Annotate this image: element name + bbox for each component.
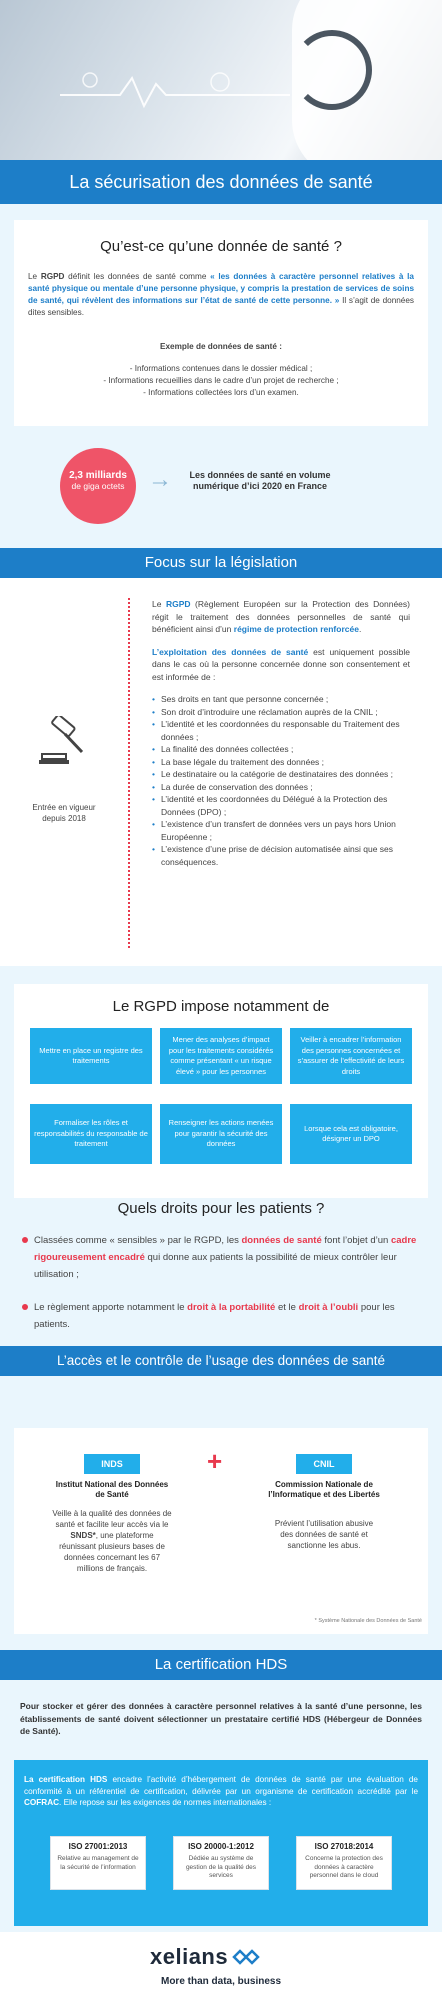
hero-image xyxy=(0,0,442,160)
p2-text: est uniquement possible dans le cas où la personne concernée donne son consentement et est informée de : xyxy=(152,646,410,682)
list-item: • La finalité des données collectées ; xyxy=(152,743,410,756)
rgpd-box: Formaliser les rôles et responsabilités du responsable de traitement xyxy=(30,1104,152,1164)
brand-logo xyxy=(150,1944,260,1970)
highlight: droit à la portabilité xyxy=(187,1302,276,1313)
footnote: * Système Nationale des Données de Santé xyxy=(314,1618,422,1624)
text: encadre l’activité d’hébergement de données de santé par une évaluation de conformité à un référentiel de certification, délivrée par un organisme de certification accrédité par le xyxy=(24,1775,418,1796)
rgpd-box: Renseigner les actions menées pour garantir la sécurité des données xyxy=(160,1104,282,1164)
cofrac-label: COFRAC xyxy=(24,1798,60,1807)
rgpd-label: RGPD xyxy=(165,599,191,609)
text-middle: définit les données de santé comme xyxy=(68,272,207,281)
bullet-dot-icon xyxy=(22,1237,28,1243)
legislation-content xyxy=(152,598,410,868)
p1-text: (Règlement Européen sur la Protection des Données) régit le traitement des données personnelles de santé qui bénéficient ainsi d’un xyxy=(152,599,410,634)
text-le: Le xyxy=(152,599,162,609)
droits-heading: Quels droits pour les patients ? xyxy=(117,1200,325,1217)
inds-badge: INDS xyxy=(84,1454,140,1474)
legislation-p1 xyxy=(152,598,410,636)
rgpd-heading: Le RGPD impose notamment de xyxy=(112,998,330,1015)
cnil-title: Commission Nationale de l’Informatique et des Libertés xyxy=(268,1480,380,1499)
example-item: - Informations collectées lors d’un examen. xyxy=(143,388,299,397)
page-title: La sécurisation des données de santé xyxy=(0,160,442,204)
definition-heading: Qu’est-ce qu’une donnée de santé ? xyxy=(100,238,342,255)
highlight: données de santé xyxy=(241,1235,322,1246)
droits-item xyxy=(22,1299,422,1333)
list-item: • L’identité et les coordonnées du Délégué à la Protection des Données (DPO) ; xyxy=(152,793,410,818)
hds-text xyxy=(24,1774,418,1809)
stat-text: Les données de santé en volume numérique d’ici 2020 en France xyxy=(189,470,331,491)
iso-name: ISO 27018:2014 xyxy=(314,1842,374,1851)
droits-list xyxy=(22,1232,422,1333)
rgpd-box: Lorsque cela est obligatoire, désigner un DPO xyxy=(290,1104,412,1164)
stat-unit: de giga octets xyxy=(71,481,125,491)
example-list xyxy=(28,363,414,399)
definition-quote: « les données à caractère personnel relatives à la santé physique ou mentale d’une personne physique, y compris la prestation de services de soins de santé, qui révèlent des informations sur l’état de santé de cette personne. » xyxy=(28,272,414,305)
gavel-caption xyxy=(14,802,114,824)
inds-title: Institut National des Données de Santé xyxy=(55,1480,169,1499)
caption-line: Entrée en vigueur xyxy=(32,803,96,812)
brand-tagline: More than data, business xyxy=(160,1976,282,1987)
iso-name: ISO 20000-1:2012 xyxy=(188,1842,254,1851)
iso-name: ISO 27001:2013 xyxy=(68,1842,128,1851)
text: font l’objet d’un xyxy=(324,1235,389,1246)
example-title: Exemple de données de santé : xyxy=(160,342,282,351)
bullet-dot-icon xyxy=(22,1304,28,1310)
legislation-panel xyxy=(0,578,442,966)
legislation-bar: Focus sur la législation xyxy=(0,548,442,578)
text: Classées comme « sensibles » par le RGPD, les xyxy=(34,1235,239,1246)
cnil-badge: CNIL xyxy=(296,1454,352,1474)
text: , une plateforme réunissant plusieurs bases de données concernant les 67 millions de français. xyxy=(59,1531,165,1573)
iso-desc: Dédiée au système de gestion de la qualité des services xyxy=(185,1855,257,1879)
text-end: Il s’agit de données dites sensibles. xyxy=(28,296,414,317)
list-item: • La durée de conservation des données ; xyxy=(152,781,410,794)
gavel-icon xyxy=(38,716,90,768)
plus-icon: + xyxy=(207,1446,223,1476)
cnil-text: Prévient l’utilisation abusive des données de santé et sanctionne les abus. xyxy=(274,1519,374,1550)
iso-card xyxy=(173,1836,269,1890)
list-item: • L’existence d’un transfert de données vers un pays hors Union Européenne ; xyxy=(152,818,410,843)
list-item: • L’identité et les coordonnées du responsable du Traitement des données ; xyxy=(152,718,410,743)
heartbeat-icon xyxy=(60,70,290,110)
caption-line: depuis 2018 xyxy=(42,814,86,823)
stethoscope-icon xyxy=(292,30,372,110)
stat-value: 2,3 milliards xyxy=(69,470,127,481)
legislation-p2 xyxy=(152,646,410,684)
rgpd-box: Veiller à encadrer l’information des personnes concernées et s’assurer de l’effectivité de leurs droits xyxy=(290,1028,412,1084)
iso-card xyxy=(296,1836,392,1890)
iso-desc: Concerne la protection des données à caractère personnel dans le cloud xyxy=(305,1855,383,1879)
p2-highlight: L’exploitation des données de santé xyxy=(152,646,309,657)
droits-item xyxy=(22,1232,422,1283)
list-item: • L’existence d’une prise de décision automatisée ainsi que ses conséquences. xyxy=(152,843,410,868)
iso-desc: Relative au management de la sécurité de l’information xyxy=(57,1855,139,1871)
list-item: • Ses droits en tant que personne concernée ; xyxy=(152,693,410,706)
text: qui donne aux patients la possibilité de mieux contrôler leur utilisation ; xyxy=(34,1252,397,1280)
example-item: - Informations contenues dans le dossier médical ; xyxy=(129,364,313,373)
stat-circle xyxy=(60,448,136,524)
p1-highlight: régime de protection renforcée xyxy=(233,624,359,634)
definition-panel xyxy=(14,220,428,426)
rgpd-label: RGPD xyxy=(40,272,65,281)
highlight: cadre rigoureusement encadré xyxy=(34,1235,417,1263)
list-item: • La base légale du traitement des données ; xyxy=(152,756,410,769)
hds-bar: La certification HDS xyxy=(0,1650,442,1680)
rgpd-panel xyxy=(14,984,428,1198)
iso-card xyxy=(50,1836,146,1890)
p1-end: . xyxy=(358,624,362,634)
rgpd-box: Mener des analyses d’impact pour les traitements considérés comme présentant « un risque élevé » pour les personnes xyxy=(160,1028,282,1084)
text: et le xyxy=(277,1302,296,1313)
text: Le règlement apporte notamment le xyxy=(34,1302,185,1313)
infinity-logo-icon xyxy=(232,1948,260,1966)
legislation-list xyxy=(152,693,410,868)
highlight: droit à l’oubli xyxy=(298,1302,359,1313)
list-item: • Son droit d’introduire une réclamation auprès de la CNIL ; xyxy=(152,706,410,719)
dotted-divider xyxy=(128,598,130,948)
text: pour les patients. xyxy=(34,1302,395,1330)
list-item: • Le destinataire ou la catégorie de destinataires des données ; xyxy=(152,768,410,781)
rgpd-box: Mettre en place un registre des traitements xyxy=(30,1028,152,1084)
text-le: Le xyxy=(28,272,38,281)
hds-intro: Pour stocker et gérer des données à caractère personnel relatives à la santé d’une personne, les établissements de santé doivent sélectionner un prestataire certifié HDS (Hébergeur de Données de Santé). xyxy=(20,1701,422,1736)
text: Veille à la qualité des données de santé et facilite leur accès via le xyxy=(52,1509,172,1529)
inds-text xyxy=(52,1508,172,1574)
example-item: - Informations recueillies dans le cadre d’un projet de recherche ; xyxy=(103,376,339,385)
brand-name: xelians xyxy=(150,1944,229,1969)
acces-bar: L’accès et le contrôle de l’usage des données de santé xyxy=(0,1346,442,1376)
definition-text xyxy=(28,271,414,319)
footer xyxy=(0,1932,442,2000)
snds-label: SNDS* xyxy=(70,1531,96,1540)
hds-label: La certification HDS xyxy=(24,1775,108,1784)
arrow-icon: → xyxy=(148,466,172,493)
text: . Elle repose sur les exigences de normes internationales : xyxy=(59,1798,272,1807)
